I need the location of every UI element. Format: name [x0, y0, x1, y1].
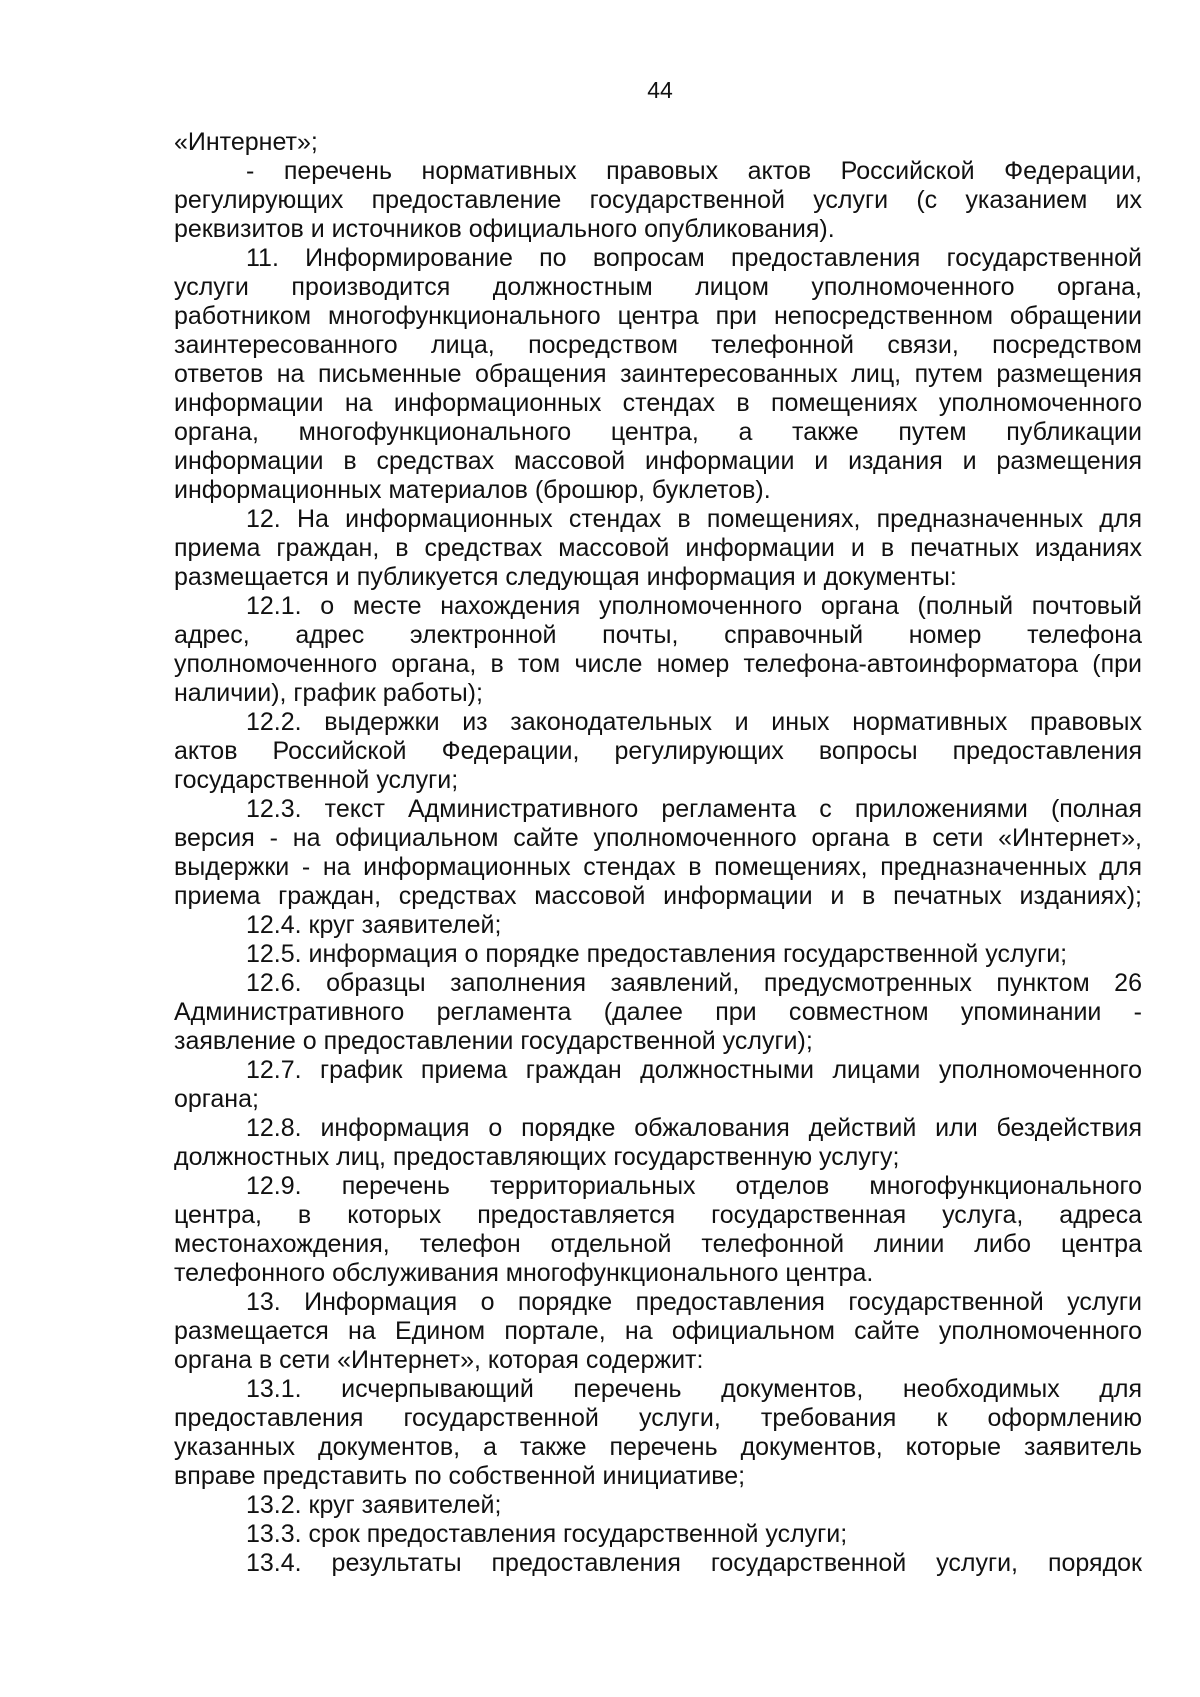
text-line: актов Российской Федерации, регулирующих вопросы предоставления	[174, 737, 1142, 765]
text-line: наличии), график работы);	[174, 679, 483, 707]
text-line: Административного регламента (далее при совместном упоминании -	[174, 998, 1142, 1026]
text-line: работником многофункционального центра при непосредственном обращении	[174, 302, 1142, 330]
text-line: уполномоченного органа, в том числе номер телефона-автоинформатора (при	[174, 650, 1142, 678]
text-line: адрес, адрес электронной почты, справочный номер телефона	[174, 621, 1142, 649]
text-line: 13.2. круг заявителей;	[246, 1491, 502, 1519]
text-line: - перечень нормативных правовых актов Российской Федерации,	[246, 157, 1142, 185]
text-line: регулирующих предоставление государственной услуги (с указанием их	[174, 186, 1142, 214]
text-line: приема граждан, средствах массовой информации и в печатных изданиях);	[174, 882, 1142, 910]
text-line: реквизитов и источников официального опубликования).	[174, 215, 835, 243]
text-line: размещается и публикуется следующая информация и документы:	[174, 563, 957, 591]
text-line: предоставления государственной услуги, требования к оформлению	[174, 1404, 1142, 1432]
text-line: органа;	[174, 1085, 259, 1113]
text-line: 12.9. перечень территориальных отделов многофункционального	[246, 1172, 1142, 1200]
text-line: 13.4. результаты предоставления государственной услуги, порядок	[246, 1549, 1142, 1577]
text-line: должностных лиц, предоставляющих государственную услугу;	[174, 1143, 900, 1171]
text-line: центра, в которых предоставляется государственная услуга, адреса	[174, 1201, 1142, 1229]
text-line: 12.5. информация о порядке предоставления государственной услуги;	[246, 940, 1068, 968]
text-line: 12.8. информация о порядке обжалования действий или бездействия	[246, 1114, 1142, 1142]
text-line: 12.6. образцы заполнения заявлений, предусмотренных пунктом 26	[246, 969, 1142, 997]
text-line: 12.7. график приема граждан должностными лицами уполномоченного	[246, 1056, 1142, 1084]
text-line: ответов на письменные обращения заинтересованных лиц, путем размещения	[174, 360, 1142, 388]
text-line: заявление о предоставлении государственной услуги);	[174, 1027, 813, 1055]
text-line: 11. Информирование по вопросам предоставления государственной	[246, 244, 1142, 272]
text-line: 12.2. выдержки из законодательных и иных нормативных правовых	[246, 708, 1142, 736]
text-line: информационных материалов (брошюр, буклетов).	[174, 476, 771, 504]
text-line: органа, многофункционального центра, а также путем публикации	[174, 418, 1142, 446]
page-number: 44	[647, 77, 673, 103]
text-line: заинтересованного лица, посредством телефонной связи, посредством	[174, 331, 1142, 359]
text-line: «Интернет»;	[174, 128, 318, 156]
text-line: 12.4. круг заявителей;	[246, 911, 502, 939]
text-line: местонахождения, телефон отдельной телефонной линии либо центра	[174, 1230, 1142, 1258]
text-line: информации в средствах массовой информации и издания и размещения	[174, 447, 1142, 475]
text-line: 12.1. о месте нахождения уполномоченного органа (полный почтовый	[246, 592, 1142, 620]
text-line: 12. На информационных стендах в помещениях, предназначенных для	[246, 505, 1142, 533]
text-line: размещается на Едином портале, на официальном сайте уполномоченного	[174, 1317, 1142, 1345]
text-line: 12.3. текст Административного регламента с приложениями (полная	[246, 795, 1142, 823]
document-body	[174, 128, 1142, 1578]
text-line: информации на информационных стендах в помещениях уполномоченного	[174, 389, 1142, 417]
text-line: услуги производится должностным лицом уполномоченного органа,	[174, 273, 1142, 301]
text-line: телефонного обслуживания многофункционального центра.	[174, 1259, 874, 1287]
text-line: 13. Информация о порядке предоставления государственной услуги	[246, 1288, 1142, 1316]
text-line: государственной услуги;	[174, 766, 459, 794]
text-line: 13.3. срок предоставления государственной услуги;	[246, 1520, 848, 1548]
text-line: приема граждан, в средствах массовой информации и в печатных изданиях	[174, 534, 1142, 562]
text-line: вправе представить по собственной инициативе;	[174, 1462, 746, 1490]
text-line: выдержки - на информационных стендах в помещениях, предназначенных для	[174, 853, 1142, 881]
text-line: органа в сети «Интернет», которая содержит:	[174, 1346, 704, 1374]
text-line: указанных документов, а также перечень документов, которые заявитель	[174, 1433, 1142, 1461]
text-line: 13.1. исчерпывающий перечень документов, необходимых для	[246, 1375, 1142, 1403]
text-line: версия - на официальном сайте уполномоченного органа в сети «Интернет»,	[174, 824, 1142, 852]
